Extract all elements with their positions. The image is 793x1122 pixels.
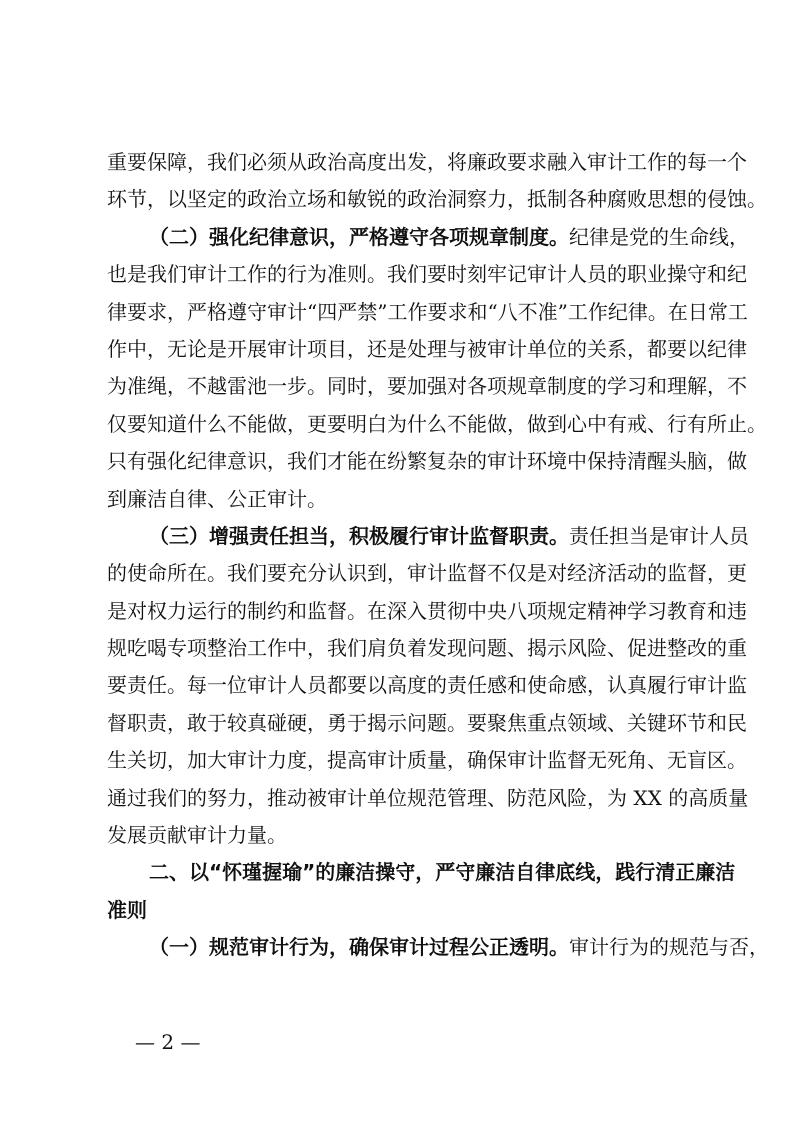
text-line bbox=[107, 817, 701, 854]
line-text: 纪律是党的生命线， bbox=[569, 224, 749, 249]
text-line bbox=[107, 481, 701, 518]
document-body bbox=[107, 144, 769, 967]
line-text: 是对权力运行的制约和监督。在深入贯彻中央八项规定精神学习教育和违 bbox=[107, 598, 747, 623]
line-text: 通过我们的努力，推动被审计单位规范管理、防范风险，为 XX 的高质量 bbox=[107, 785, 749, 810]
line-text: 为准绳，不越雷池一步。同时，要加强对各项规章制度的学习和理解，不 bbox=[107, 374, 747, 399]
line-text: 规吃喝专项整治工作中，我们肩负着发现问题、揭示风险、促进整改的重 bbox=[107, 636, 747, 661]
page-number: — 2 — bbox=[135, 1030, 201, 1054]
line-text: 要责任。每一位审计人员都要以高度的责任感和使命感，认真履行审计监 bbox=[107, 673, 747, 698]
text-line bbox=[107, 555, 747, 592]
text-line bbox=[107, 705, 747, 742]
text-line bbox=[107, 219, 749, 256]
text-line bbox=[107, 667, 747, 704]
text-line bbox=[107, 181, 767, 218]
text-line bbox=[107, 742, 747, 779]
text-line bbox=[107, 144, 747, 181]
text-line bbox=[107, 929, 769, 966]
section-heading-line bbox=[107, 892, 701, 929]
text-line bbox=[107, 331, 747, 368]
line-text: 准则 bbox=[107, 897, 147, 922]
text-line bbox=[107, 630, 747, 667]
paragraph-lead: （三）增强责任担当，积极履行审计监督职责。 bbox=[149, 523, 569, 548]
line-text: 督职责，敢于较真碰硬，勇于揭示问题。要聚焦重点领域、关键环节和民 bbox=[107, 710, 747, 735]
line-text: 只有强化纪律意识，我们才能在纷繁复杂的审计环境中保持清醒头脑，做 bbox=[107, 449, 747, 474]
text-line bbox=[107, 518, 749, 555]
text-line bbox=[107, 294, 748, 331]
line-text: 重要保障，我们必须从政治高度出发，将廉政要求融入审计工作的每一个 bbox=[107, 150, 747, 174]
line-text: 也是我们审计工作的行为准则。我们要时刻牢记审计人员的职业操守和纪 bbox=[107, 262, 747, 287]
line-text: 二、以“怀瑾握瑜”的廉洁操守，严守廉洁自律底线，践行清正廉洁 bbox=[149, 860, 736, 885]
line-text: 的使命所在。我们要充分认识到，审计监督不仅是对经济活动的监督，更 bbox=[107, 561, 747, 586]
line-text: 生关切，加大审计力度，提高审计质量，确保审计监督无死角、无盲区。 bbox=[107, 748, 747, 773]
line-text: 责任担当是审计人员 bbox=[569, 523, 749, 548]
line-text: 到廉洁自律、公正审计。 bbox=[107, 486, 327, 511]
text-line bbox=[107, 780, 749, 817]
line-text: 作中，无论是开展审计项目，还是处理与被审计单位的关系，都要以纪律 bbox=[107, 336, 747, 361]
paragraph-lead: （二）强化纪律意识，严格遵守各项规章制度。 bbox=[149, 224, 569, 249]
text-line bbox=[107, 443, 747, 480]
line-text: 发展贡献审计力量。 bbox=[107, 823, 287, 848]
line-text: 仅要知道什么不能做，更要明白为什么不能做，做到心中有戒、行有所止。 bbox=[107, 411, 767, 436]
paragraph-lead: （一）规范审计行为，确保审计过程公正透明。 bbox=[149, 935, 569, 960]
line-text: 审计行为的规范与否， bbox=[569, 935, 769, 960]
text-line bbox=[107, 256, 747, 293]
section-heading-line bbox=[107, 854, 736, 891]
line-text: 环节，以坚定的政治立场和敏锐的政治洞察力，抵制各种腐败思想的侵蚀。 bbox=[107, 187, 767, 212]
line-text: 律要求，严格遵守审计“四严禁”工作要求和“八不准”工作纪律。在日常工 bbox=[107, 299, 748, 324]
text-line bbox=[107, 368, 747, 405]
text-line bbox=[107, 593, 747, 630]
text-line bbox=[107, 406, 767, 443]
